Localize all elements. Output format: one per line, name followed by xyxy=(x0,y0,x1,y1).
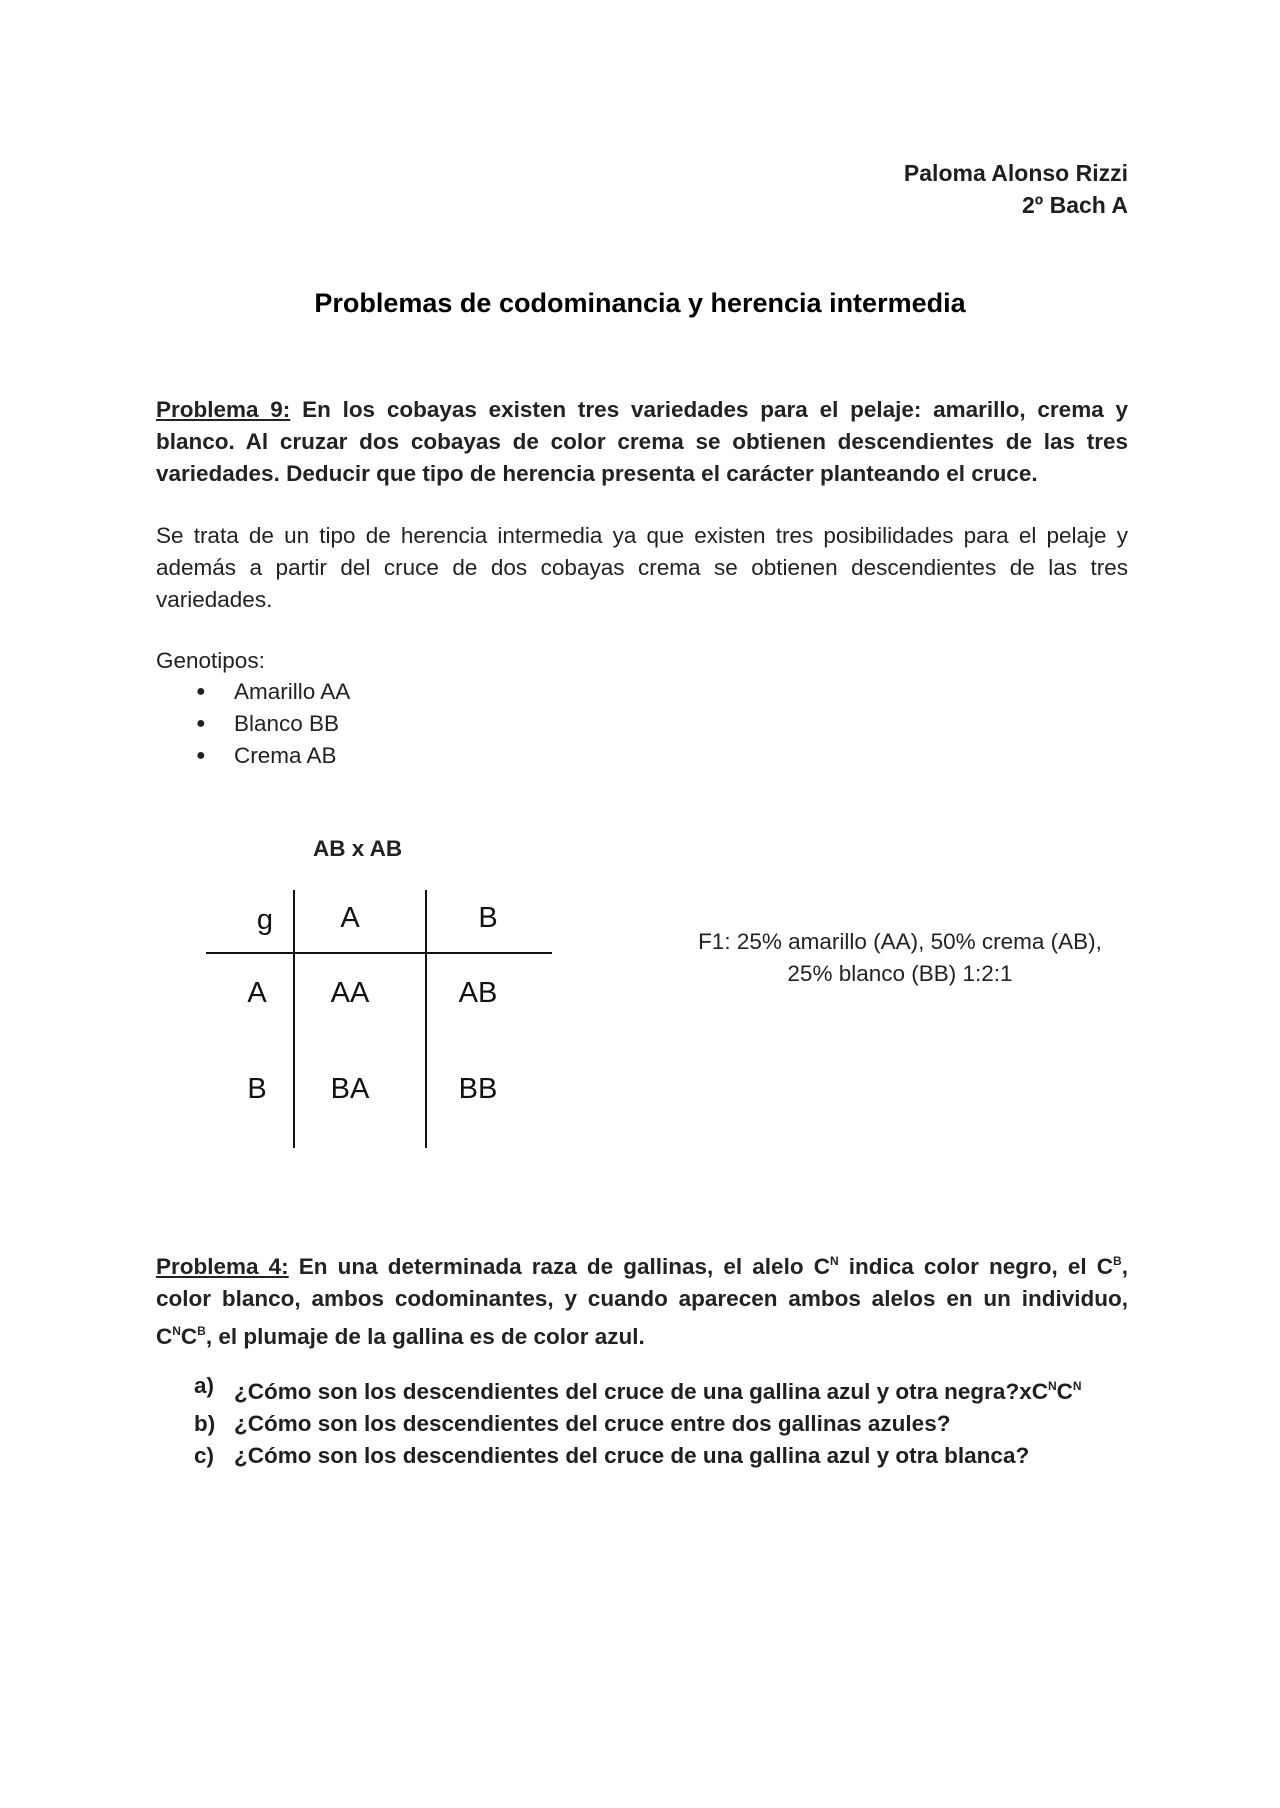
punnett-cell: AB xyxy=(458,977,498,1009)
punnett-col-header: A xyxy=(340,902,360,934)
punnett-row-header: B xyxy=(247,1073,267,1105)
problem9-text: En los cobayas existen tres variedades para el pelaje: amarillo, crema y blanco. Al cruzar dos cobayas de color crema se obtienen descendientes de las tres variedades. Deducir que tipo de herencia presenta el carácter planteando el cruce. xyxy=(156,397,1128,486)
question-marker: b) xyxy=(194,1411,216,1436)
list-item: ● Crema AB xyxy=(156,740,350,772)
question-marker: c) xyxy=(194,1443,215,1468)
list-item: b) ¿Cómo son los descendientes del cruce entre dos gallinas azules? xyxy=(156,1408,1082,1440)
list-item: ● Amarillo AA xyxy=(156,676,350,708)
f1-line: F1: 25% amarillo (AA), 50% crema (AB), xyxy=(698,929,1102,954)
bullet-icon: ● xyxy=(196,683,206,700)
list-item: a) ¿Cómo son los descendientes del cruce de una gallina azul y otra $negra?xC^NC^N$ xyxy=(156,1370,1082,1408)
genotypes-heading: Genotipos: xyxy=(156,648,265,673)
problem9-answer: Se trata de un tipo de herencia intermedia ya que existen tres posibilidades para el pelaje y además a partir del cruce de dos cobayas crema se obtienen descendientes de las tres variedades. xyxy=(156,523,1128,612)
punnett-cell: AA xyxy=(330,977,370,1009)
bullet-icon: ● xyxy=(196,747,206,764)
punnett-corner: g xyxy=(256,904,274,936)
punnett-col-header: B xyxy=(478,902,498,934)
question-marker: a) xyxy=(194,1373,215,1398)
cross-label: AB x AB xyxy=(313,836,403,861)
questions-list xyxy=(156,1370,1082,1472)
author-block xyxy=(904,157,1128,221)
punnett-row-header: A xyxy=(247,977,267,1009)
punnett-square xyxy=(200,880,560,1160)
f1-result xyxy=(680,926,1120,990)
problem4-statement: Problema 4: En una determinada raza de gallinas, el alelo $C^N$ indica color negro, el $C^B$, color blanco, ambos codominantes, y cuando aparecen ambos alelos en un individuo, $C^NC^B$, el plumaje de la gallina es de color azul. xyxy=(156,1254,1128,1349)
punnett-cell: BA xyxy=(330,1073,370,1105)
list-item: c) ¿Cómo son los descendientes del cruce de una gallina azul y otra blanca? xyxy=(156,1440,1082,1472)
list-item: ● Blanco BB xyxy=(156,708,350,740)
problem9-label: Problema 9: xyxy=(156,397,291,422)
punnett-cell: BB xyxy=(458,1073,498,1105)
page-title: Problemas de codominancia y herencia intermedia xyxy=(314,288,966,318)
problem9-statement xyxy=(156,394,1128,490)
genotypes-list xyxy=(156,676,350,772)
course-label: 2º Bach A xyxy=(1022,192,1128,218)
author-name: Paloma Alonso Rizzi xyxy=(903,160,1128,186)
f1-line: 25% blanco (BB) 1:2:1 xyxy=(787,961,1013,986)
bullet-icon: ● xyxy=(196,715,206,732)
problem4-label: Problema 4: xyxy=(156,1254,289,1279)
